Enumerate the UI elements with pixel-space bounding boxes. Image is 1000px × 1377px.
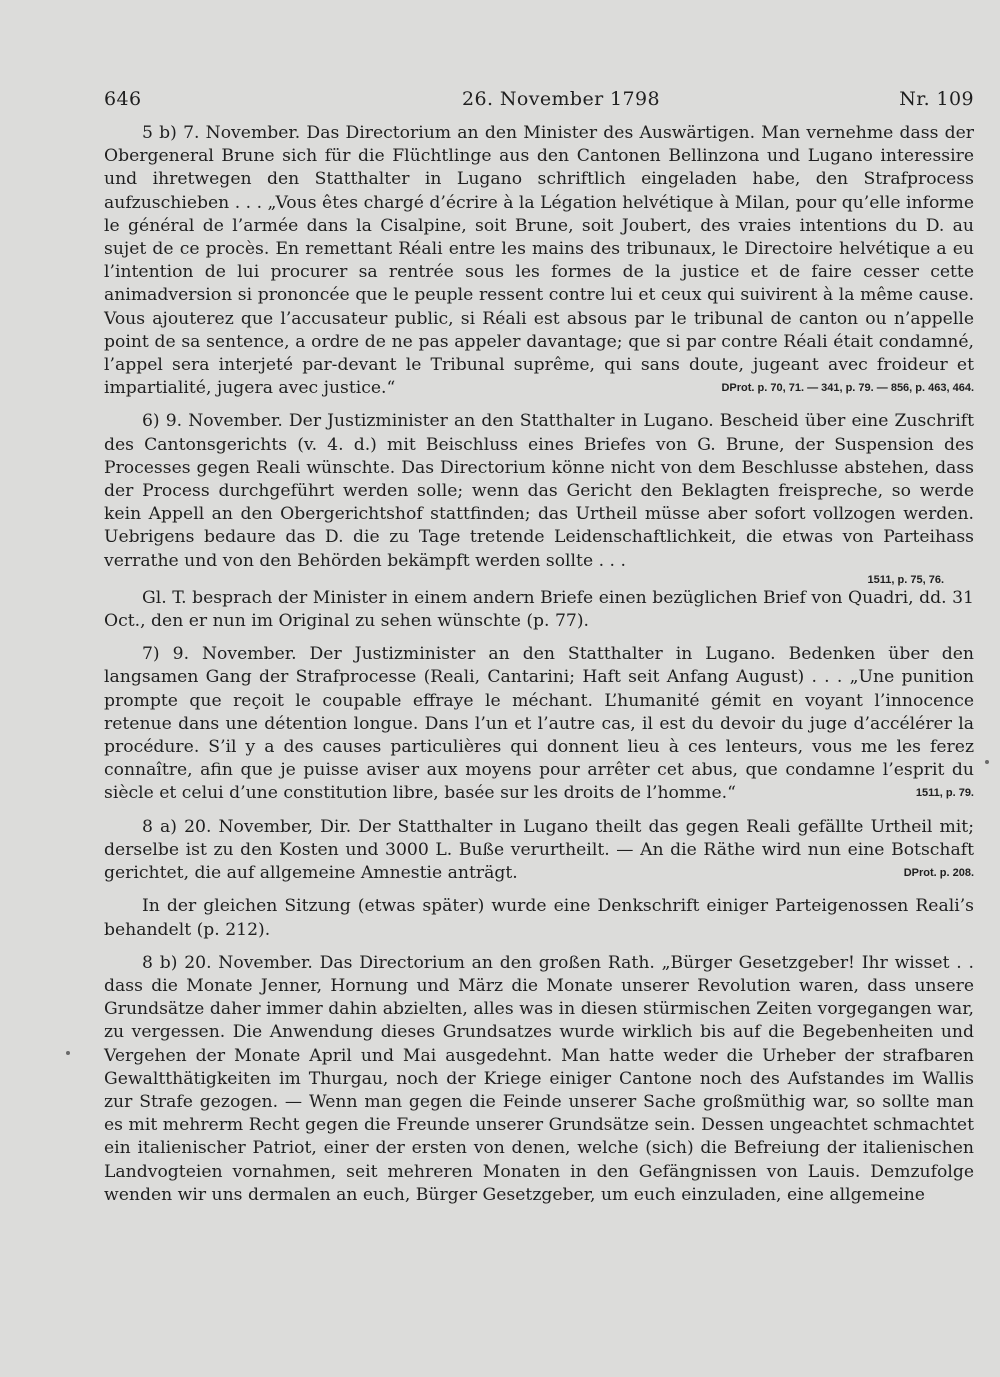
document-number: Nr. 109: [899, 88, 974, 110]
source-reference: 1511, p. 75, 76.: [867, 573, 944, 586]
paragraph-text: 8 b) 20. November. Das Directorium an den großen Rath. „Bürger Gesetzgeber! Ihr wisset . . dass die Monate Jenner, Hornung und März die Monate unserer Revolution waren, dass unsere Grundsätze daher immer dahin abzielten, alles was in diesen stürmischen Zeiten vorgegangen war, zu vergessen. Die Anwendung dieses Grundsatzes wurde wirklich bis auf die Begebenheiten und Vergehen der Monate April und Mai ausgedehnt. Man hatte weder die Urheber der strafbaren Gewaltthätigkeiten im Thurgau, noch der Kriege einiger Cantone noch des Aufstandes im Wallis zur Strafe gezogen. — Wenn man gegen die Feinde unserer Sache großmüthig war, so sollte man es mit mehrerm Recht gegen die Freunde unserer Grundsätze sein. Dessen ungeachtet schmachtet ein italienischer Patriot, einer der ersten von denen, welche (sich) die Befreiung der italienischen Landvogteien vornahmen, seit mehreren Monaten in den Gefängnissen von Lauis. Demzufolge wenden wir uns dermalen an euch, Bürger Gesetzgeber, um euch einzuladen, eine allgemeine: [104, 952, 974, 1205]
paragraph-5b: [104, 122, 974, 400]
paragraph-text: 8 a) 20. November, Dir. Der Statthalter in Lugano theilt das gegen Reali gefällte Urtheil mit; derselbe ist zu den Kosten und 3000 L. Buße verurtheilt. — An die Räthe wird nun eine Botschaft gerichtet, die auf allgemeine Amnestie anträgt.: [104, 816, 974, 884]
paragraph-text: Gl. T. besprach der Minister in einem andern Briefe einen bezüglichen Brief von Quadri, dd. 31 Oct., den er nun im Original zu sehen wünschte (p. 77).: [104, 587, 974, 632]
paragraph-6: [104, 410, 974, 572]
source-reference: DProt. p. 208.: [903, 867, 974, 880]
source-reference: 1511, p. 79.: [915, 787, 974, 800]
paragraph-8b: [104, 952, 974, 1207]
page-header: [104, 88, 974, 114]
header-date: 26. November 1798: [462, 88, 660, 110]
page-number: 646: [104, 88, 142, 110]
paragraph-7: [104, 643, 974, 805]
paragraph-text: 5 b) 7. November. Das Directorium an den Minister des Auswärtigen. Man vernehme dass der Obergeneral Brune sich für die Flüchtlinge aus den Cantonen Bellinzona und Lugano interessire und ihretwegen den Statthalter in Lugano schriftlich eingeladen habe, den Strafprocess aufzuschieben . . . „Vous êtes chargé d’écrire à la Légation helvétique à Milan, pour qu’elle informe le général de l’armée dans la Cisalpine, soit Brune, soit Joubert, des vraies intentions du D. au sujet de ce procès. En remettant Réali entre les mains des tribunaux, le Directoire helvétique a eu l’intention de lui procurer sa rentrée sous les formes de la justice et de faire cesser cette animadversion si prononcée que le peuple ressent contre lui et ceux qui suivirent à la même cause. Vous ajouterez que l’accusateur public, si Réali est absous par le tribunal de canton ou n’appelle point de sa sentence, a ordre de ne pas appeler davantage; que si par contre Réali était condamné, l’appel sera interjeté par-devant le Tribunal suprême, qui sans doute, jugeant avec froideur et impartialité, jugera avec justice.“: [104, 123, 974, 399]
paragraph-text: In der gleichen Sitzung (etwas später) wurde eine Denkschrift einiger Parteigenossen Reali’s behandelt (p. 212).: [104, 896, 974, 940]
scan-speck: [985, 760, 989, 764]
page-body: [104, 122, 974, 1207]
paragraph-6b: [104, 587, 974, 633]
paragraph-8a-continued: [104, 895, 974, 941]
paragraph-8a: [104, 816, 974, 886]
source-reference: DProt. p. 70, 71. — 341, p. 79. — 856, p. 463, 464.: [721, 382, 974, 395]
paragraph-text: 6) 9. November. Der Justizminister an den Statthalter in Lugano. Bescheid über eine Zuschrift des Cantonsgerichts (v. 4. d.) mit Beischluss eines Briefes von G. Brune, der Suspension des Processes gegen Reali wünschte. Das Directorium könne nicht von dem Beschlusse abstehen, dass der Process durchgeführt werden solle; wenn das Gericht den Beklagten freispreche, so werde kein Appell an den Obergerichtshof stattfinden; das Urtheil müsse aber sofort vollzogen werden. Uebrigens bedaure das D. die zu Tage tretende Leidenschaftlichkeit, die etwas von Parteihass verrathe und von den Behörden bekämpft werden sollte . . .: [104, 411, 974, 571]
paragraph-text: 7) 9. November. Der Justizminister an den Statthalter in Lugano. Bedenken über den langsamen Gang der Strafprocesse (Reali, Cantarini; Haft seit Anfang August) . . . „Une punition prompte que reçoit le coupable effraye le méchant. L’humanité gémit en voyant l’innocence retenue dans une détention longue. Dans l’un et l’autre cas, il est du devoir du juge d’accélérer la procédure. S’il y a des causes particulières qui donnent lieu à ces lenteurs, vous me les ferez connaître, afin que je puisse aviser aux moyens pour arrêter cet abus, que condamne l’esprit du siècle et celui d’une constitution libre, basée sur les droits de l’homme.“: [104, 644, 974, 804]
scan-speck: [66, 1051, 70, 1055]
